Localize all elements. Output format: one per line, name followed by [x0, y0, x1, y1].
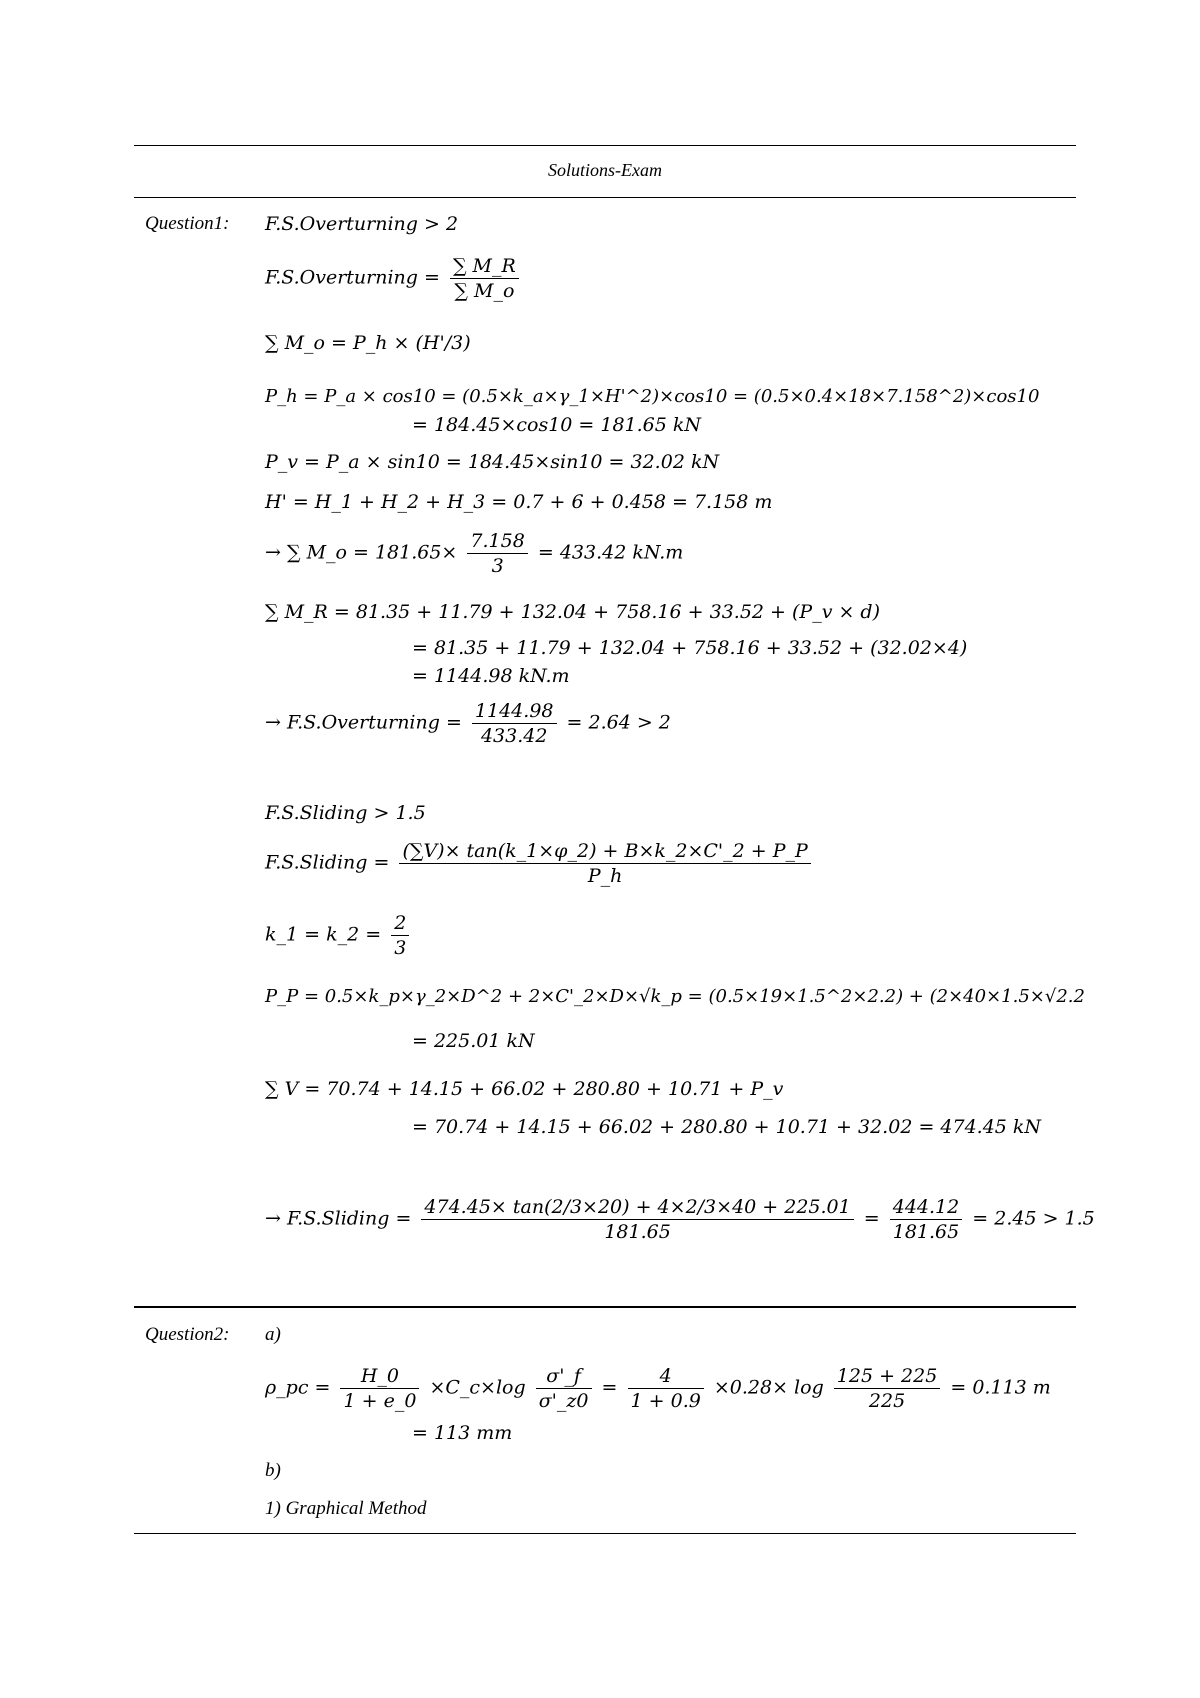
eq-fs-overturning-def: F.S.Overturning = $\frac{\sum M\_R}{\sum M\_o}$ [265, 255, 523, 302]
eq-sum-mr-values: = 81.35 + 11.79 + 132.04 + 758.16 + 33.52 + (32.02×4) [412, 637, 968, 659]
eq-ph-result: = 184.45×cos10 = 181.65 kN [412, 414, 702, 436]
header-rule-bottom [134, 197, 1076, 198]
eq-sum-mo: ∑ M_o = P_h × (H'/3) [265, 332, 471, 354]
page-header: Solutions-Exam [548, 160, 662, 180]
eq-sum-mr-result: = 1144.98 kN.m [412, 665, 570, 687]
eq-sum-v-result: = 70.74 + 14.15 + 66.02 + 280.80 + 10.71 + 32.02 = 474.45 kN [412, 1116, 1042, 1138]
part-b-label: b) [265, 1460, 281, 1481]
eq-k-values: k_1 = k_2 = $\frac{2}{3}$ [265, 912, 413, 959]
section-divider [134, 1306, 1076, 1308]
header-rule-top [134, 145, 1076, 146]
eq-pp: P_P = 0.5×k_p×γ_2×D^2 + 2×C'_2×D×√k_p = (0.5×19×1.5^2×2.2) + (2×40×1.5×√2.2 [265, 986, 1085, 1007]
eq-ph: P_h = P_a × cos10 = (0.5×k_a×γ_1×H'^2)×cos10 = (0.5×0.4×18×7.158^2)×cos10 [265, 386, 1040, 407]
eq-settlement-mm: = 113 mm [412, 1422, 513, 1444]
eq-sum-mr: ∑ M_R = 81.35 + 11.79 + 132.04 + 758.16 + 33.52 + (P_v × d) [265, 601, 881, 623]
eq-pp-result: = 225.01 kN [412, 1030, 535, 1052]
eq-h-prime: H' = H_1 + H_2 + H_3 = 0.7 + 6 + 0.458 = 7.158 m [265, 491, 773, 513]
footer-rule [134, 1533, 1076, 1534]
eq-fs-overturning-result: → F.S.Overturning = $\frac{1144.98}{433.42}$ = 2.64 > 2 [265, 700, 671, 747]
question2-label: Question2: [145, 1324, 230, 1345]
question1-label: Question1: [145, 213, 230, 234]
eq-fs-sliding-def: F.S.Sliding = $\frac{(\sum V)\times \tan(k\_1\times\varphi\_2) + B\times k\_2\times C'\_2 + P\_P}{P\_h}$ [265, 840, 815, 887]
eq-fs-sliding-req: F.S.Sliding > 1.5 [265, 802, 426, 824]
eq-pv: P_v = P_a × sin10 = 184.45×sin10 = 32.02 kN [265, 451, 720, 473]
eq-settlement: ρ_pc = $\frac{H\_0}{1 + e\_0}$ ×C_c×log $\frac{\sigma'\_f}{\sigma'\_z0}$ = $\frac{4}{1 + 0.9}$ ×0.28× log $\frac{125 + 225}{225}$ = 0.113 m [265, 1365, 1051, 1412]
graphical-method-label: 1) Graphical Method [265, 1498, 427, 1519]
eq-fs-sliding-result: → F.S.Sliding = $\frac{474.45\times \tan(2/3\times 20) + 4\times 2/3\times 40 + 225.01}{181.65}$ = $\frac{444.12}{181.65}$ = 2.45 > 1.5 [265, 1196, 1095, 1243]
eq-sum-v: ∑ V = 70.74 + 14.15 + 66.02 + 280.80 + 10.71 + P_v [265, 1078, 784, 1100]
eq-fs-overturning-req: F.S.Overturning > 2 [265, 213, 459, 235]
part-a-label: a) [265, 1324, 281, 1345]
eq-sum-mo-value: → ∑ M_o = 181.65× $\frac{7.158}{3}$ = 433.42 kN.m [265, 530, 684, 577]
